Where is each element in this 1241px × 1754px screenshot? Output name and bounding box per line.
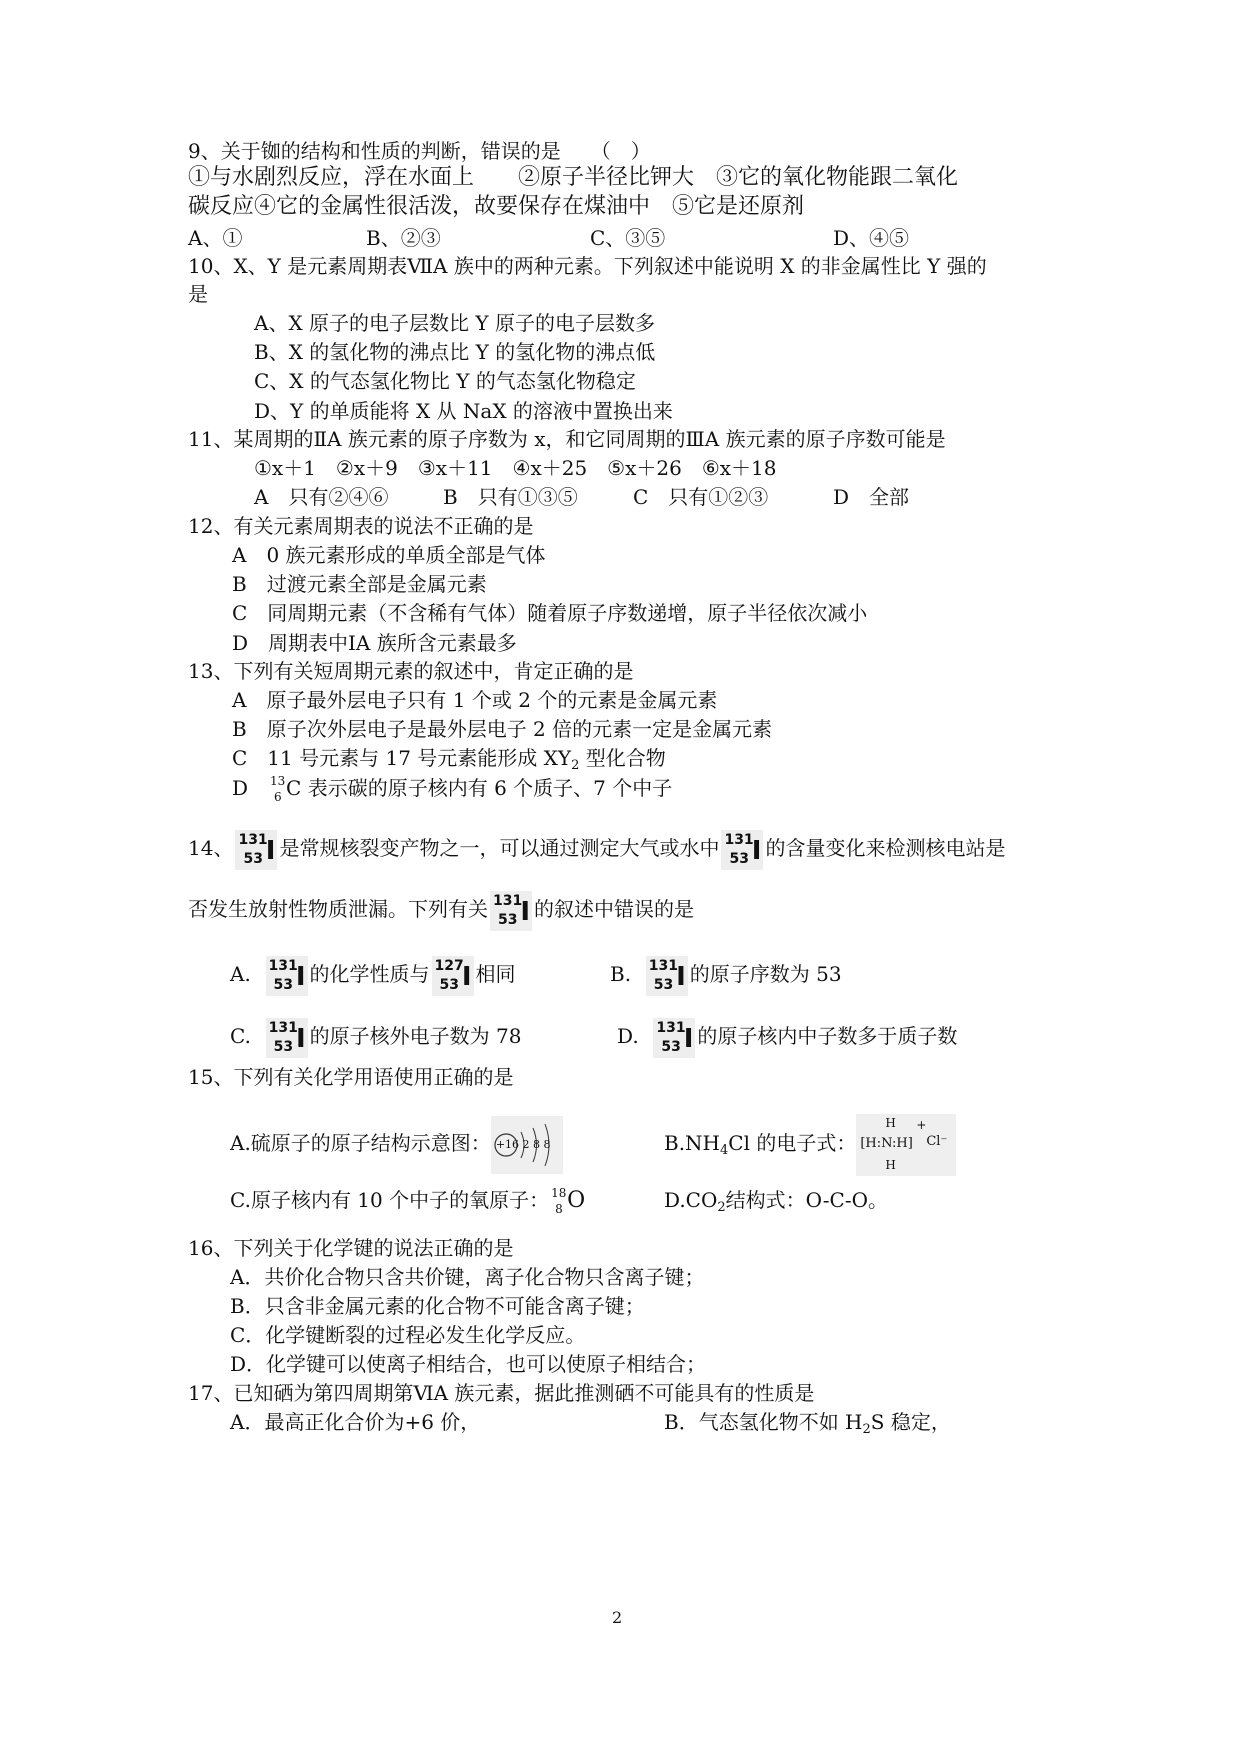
iodine-131-symbol: 131 53 I [653,1018,695,1058]
q12-option-a: A 0 族元素形成的单质全部是气体 [232,543,546,567]
q17-option-b: B．气态氢化物不如 $H_2S$ 稳定， [664,1410,951,1437]
q11-stem: 11、某周期的ⅡA 族元素的原子序数为 x，和它同周期的ⅢA 族元素的原子序数可能是 [188,427,946,451]
q9-line1: ①与水剧烈反应，浮在水面上 ②原子半径比钾大 ③它的氧化物能跟二氧化 [188,165,959,190]
q15-stem: 15、下列有关化学用语使用正确的是 [188,1065,514,1089]
q11-option-d: D 全部 [833,485,910,509]
q9-option-b: B、②③ [366,226,441,250]
iodine-131-symbol: 131 53 I [721,830,763,870]
q16-option-d: D．化学键可以使离子相结合，也可以使原子相结合； [230,1352,707,1376]
q10-option-a: A、X 原子的电子层数比 Y 原子的电子层数多 [254,311,655,335]
iodine-127-symbol: 127 53 I [432,956,474,996]
q13-stem: 13、下列有关短周期元素的叙述中，肯定正确的是 [188,659,634,683]
q9-line2: 碳反应④它的金属性很活泼，故要保存在煤油中 ⑤它是还原剂 [188,194,805,219]
ammonium-chloride-electron-formula: H [H:N:H] H + Cl⁻ [856,1114,956,1176]
q16-option-c: C．化学键断裂的过程必发生化学反应。 [230,1323,586,1347]
q14-stem-cont: 否发生放射性物质泄漏。下列有关 131 53 I 的叙述中错误的是 [188,887,694,931]
q16-option-a: A．共价化合物只含共价键，离子化合物只含离子键； [230,1265,705,1289]
q14-option-b: B. 131 53 I 的原子序数为 53 [610,952,842,996]
q11-choices: ①x＋1 ②x＋9 ③x＋11 ④x＋25 ⑤x＋26 ⑥x＋18 [254,456,777,480]
q11-option-a: A 只有②④⑥ [254,485,389,509]
q15-option-c: C.原子核内有 10 个中子的氧原子： 18 8 O [230,1185,586,1216]
page-number: 2 [612,1608,623,1627]
q14-option-d: D. 131 53 I 的原子核内中子数多于质子数 [617,1014,957,1058]
q12-option-d: D 周期表中ⅠA 族所含元素最多 [232,631,517,655]
q12-option-c: C 同周期元素（不含稀有气体）随着原子序数递增，原子半径依次减小 [232,601,868,625]
q16-option-b: B．只含非金属元素的化合物不可能含离子键； [230,1294,645,1318]
q10-stem: 10、X、Y 是元素周期表ⅦA 族中的两种元素。下列叙述中能说明 X 的非金属性比 Y 强的 [188,254,987,278]
q11-option-b: B 只有①③⑤ [443,485,578,509]
q15-option-d: $D.CO_2$结构式：O-C-O。 [664,1188,889,1215]
q13-option-a: A 原子最外层电子只有 1 个或 2 个的元素是金属元素 [232,688,718,712]
iodine-131-symbol: 131 53 I [266,1018,308,1058]
q9-option-d: D、④⑤ [833,226,910,250]
q17-stem: 17、已知硒为第四周期第ⅥA 族元素，据此推测硒不可能具有的性质是 [188,1381,815,1405]
carbon-13-nuclide: 13 6 [270,773,286,804]
q12-option-b: B 过渡元素全部是金属元素 [232,572,487,596]
q15-option-a: A.硫原子的原子结构示意图： +16 2 8 8 [230,1108,563,1178]
q10-option-c: C、X 的气态氢化物比 Y 的气态氢化物稳定 [254,369,636,393]
q13-option-c: C 11 号元素与 17 号元素能形成 $XY_2$ 型化合物 [232,746,666,773]
q14-stem: 14、 131 53 I 是常规核裂变产物之一，可以通过测定大气或水中 131 53 I 的含量变化来检测核电站是 [188,826,1005,870]
oxygen-18-nuclide: 18 8 [551,1185,567,1216]
q17-option-a: A．最高正化合价为+6 价， [230,1410,481,1434]
q14-option-a: A. 131 53 I 的化学性质与 127 53 I 相同 [230,952,516,996]
q9-option-c: C、③⑤ [590,226,666,250]
iodine-131-symbol: 131 53 I [266,956,308,996]
q11-option-c: C 只有①②③ [633,485,769,509]
iodine-131-symbol: 131 53 I [490,891,532,931]
q10-option-b: B、X 的氢化物的沸点比 Y 的氢化物的沸点低 [254,340,656,364]
q16-stem: 16、下列关于化学键的说法正确的是 [188,1236,514,1260]
sulfur-atom-structure-diagram: +16 2 8 8 [491,1116,563,1174]
q9-option-a: A、① [188,226,243,250]
q10-option-d: D、Y 的单质能将 X 从 NaX 的溶液中置换出来 [254,399,673,423]
q13-option-b: B 原子次外层电子是最外层电子 2 倍的元素一定是金属元素 [232,717,773,741]
iodine-131-symbol: 131 53 I [235,830,277,870]
q13-option-d: D 13 6 C 表示碳的原子核内有 6 个质子、7 个中子 [232,773,673,804]
q12-stem: 12、有关元素周期表的说法不正确的是 [188,514,534,538]
iodine-131-symbol: 131 53 I [646,956,688,996]
q9-stem: 9、关于铷的结构和性质的判断，错误的是 （ ） [188,139,651,163]
q14-option-c: C. 131 53 I 的原子核外电子数为 78 [230,1014,521,1058]
q15-option-b: $B.NH_4Cl$ 的电子式： H [H:N:H] H + Cl⁻ [664,1108,956,1186]
q10-stem-cont: 是 [188,282,208,306]
